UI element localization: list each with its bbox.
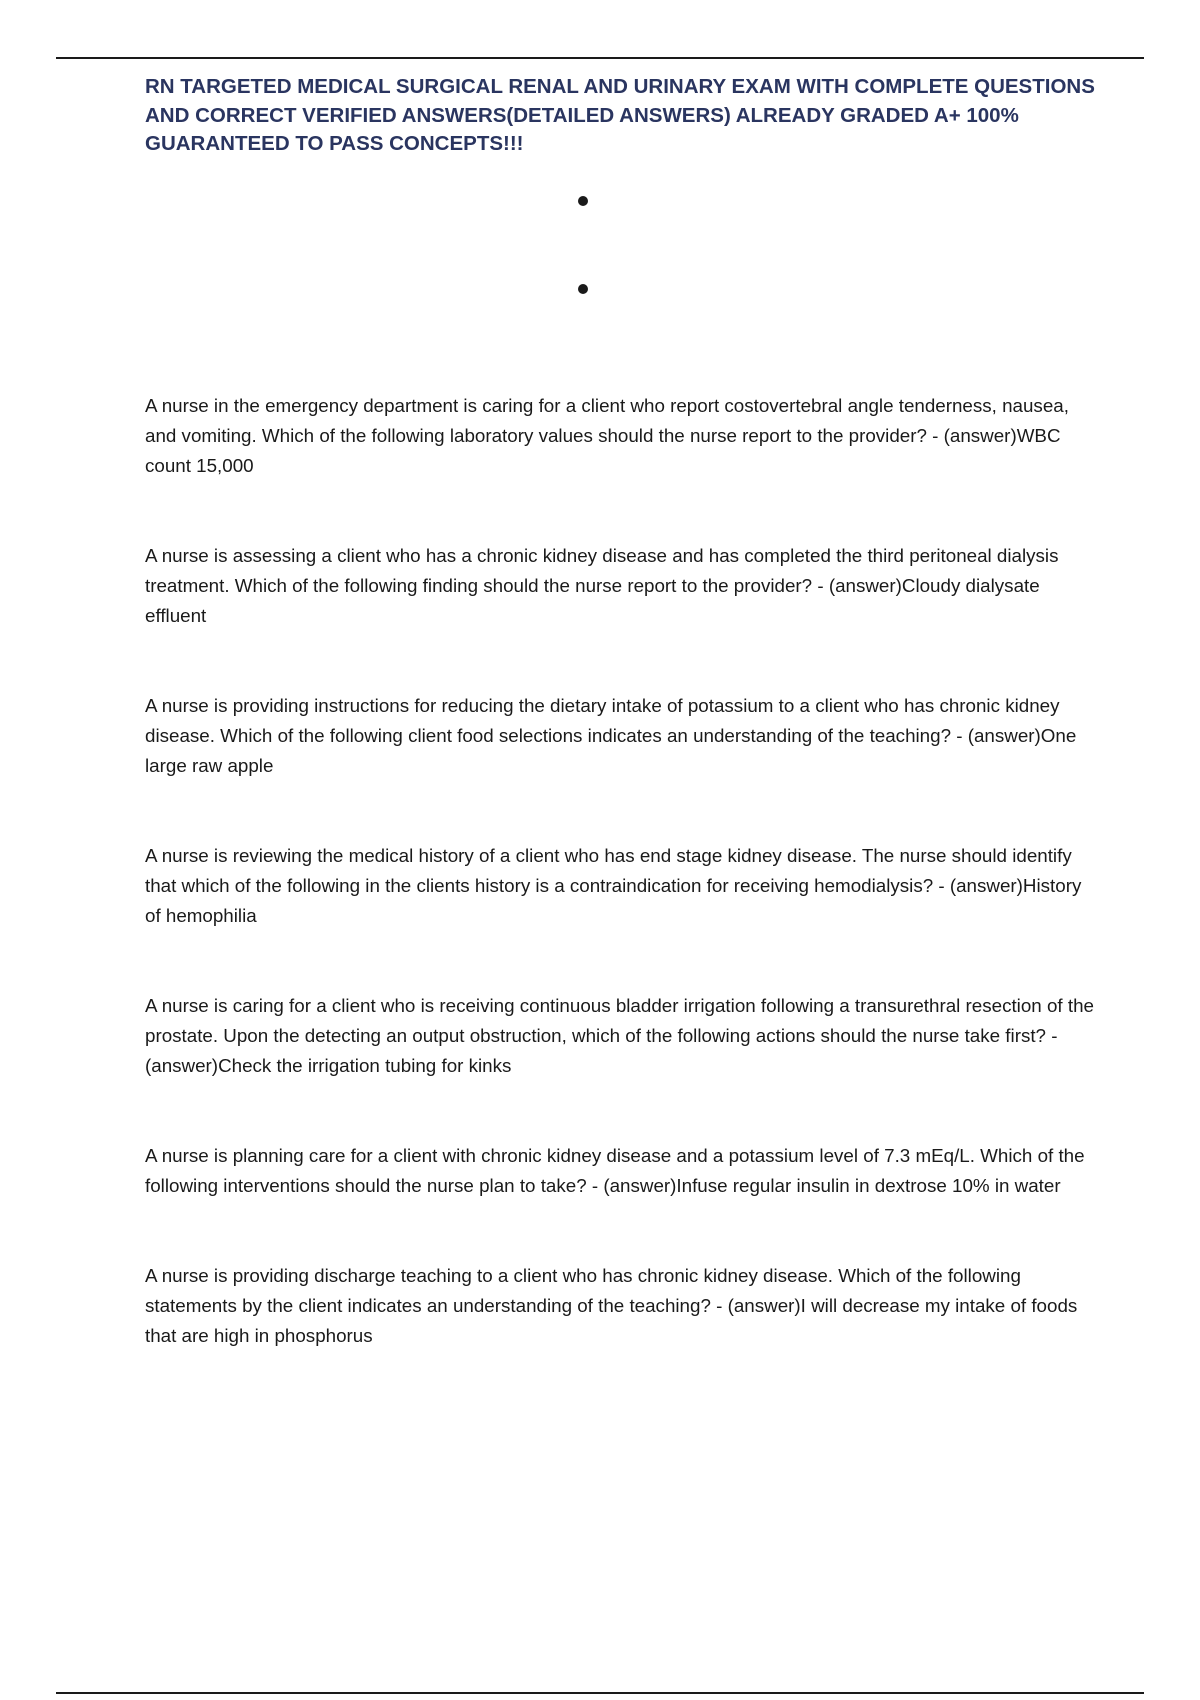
list-item (145, 1141, 1095, 1201)
question-text: A nurse in the emergency department is caring for a client who report costovertebral angle tenderness, nausea, and vomiting. Which of the following laboratory values should the nurse report to the provider? (145, 395, 1069, 446)
list-item (145, 841, 1095, 931)
question-text: A nurse is providing discharge teaching to a client who has chronic kidney disease. Which of the following statements by the client indicates an understanding of the teaching? (145, 1265, 1021, 1316)
question-text: A nurse is providing instructions for reducing the dietary intake of potassium to a client who has chronic kidney disease. Which of the following client food selections indicates an understanding of the teaching? (145, 695, 1060, 746)
answer-prefix: - (answer) (586, 1175, 677, 1196)
question-text: A nurse is assessing a client who has a chronic kidney disease and has completed the third peritoneal dialysis treatment. Which of the following finding should the nurse report to the provider? (145, 545, 1059, 596)
list-item (145, 541, 1095, 631)
footer-rule (56, 1692, 1144, 1694)
list-item (145, 391, 1095, 481)
answer-text: WBC count 15,000 (145, 425, 1061, 476)
answer-text: History of hemophilia (145, 875, 1082, 926)
answer-prefix: - (answer) (710, 1295, 801, 1316)
answer-prefix: - (answer) (951, 725, 1041, 746)
answer-prefix: - (answer) (926, 425, 1017, 446)
header-rule (56, 57, 1144, 59)
question-text: A nurse is planning care for a client with chronic kidney disease and a potassium level of 7.3 mEq/L. Which of the following interventions should the nurse plan to take? (145, 1145, 1085, 1196)
answer-text: Infuse regular insulin in dextrose 10% in water (676, 1175, 1061, 1196)
list-item (145, 1261, 1095, 1351)
bullet-icon (578, 196, 588, 206)
bullet-icon (578, 284, 588, 294)
question-text: A nurse is reviewing the medical history of a client who has end stage kidney disease. The nurse should identify that which of the following in the clients history is a contraindication for receiving hemodialysis? (145, 845, 1072, 896)
question-answer-list (145, 391, 1095, 1411)
answer-prefix: - (answer) (812, 575, 902, 596)
answer-prefix: - (answer) (145, 1025, 1058, 1076)
question-text: A nurse is caring for a client who is receiving continuous bladder irrigation following a transurethral resection of the prostate. Upon the detecting an output obstruction, which of the following actions should the nurse take first? (145, 995, 1094, 1046)
list-item (145, 691, 1095, 781)
empty-bullet-list (578, 196, 588, 372)
answer-text: One large raw apple (145, 725, 1077, 776)
answer-text: Cloudy dialysate effluent (145, 575, 1040, 626)
list-item (145, 991, 1095, 1081)
answer-text: I will decrease my intake of foods that are high in phosphorus (145, 1295, 1078, 1346)
answer-text: Check the irrigation tubing for kinks (218, 1055, 512, 1076)
document-title: RN TARGETED MEDICAL SURGICAL RENAL AND URINARY EXAM WITH COMPLETE QUESTIONS AND CORRECT VERIFIED ANSWERS(DETAILED ANSWERS) ALREADY GRADED A+ 100% GUARANTEED TO PASS CONCEPTS!!! (145, 75, 1095, 155)
answer-prefix: - (answer) (933, 875, 1023, 896)
